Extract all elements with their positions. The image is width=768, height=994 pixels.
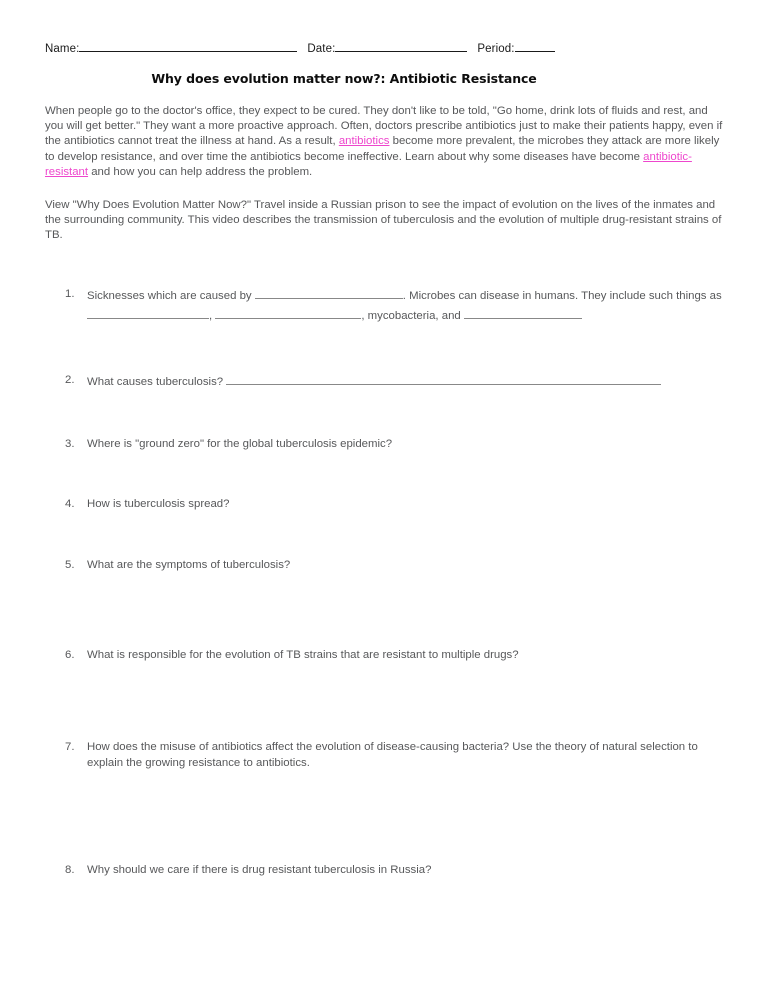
question-item-7 xyxy=(45,739,723,771)
date-label: Date: xyxy=(307,43,336,55)
antibiotics-link[interactable]: antibiotics xyxy=(338,135,390,148)
question-1-segment-2: . Microbes can disease in humans. They include such things as xyxy=(402,289,722,302)
question-number: 6. xyxy=(65,648,75,661)
question-item-6 xyxy=(45,647,723,663)
question-list xyxy=(45,286,723,878)
question-item-3 xyxy=(45,436,723,452)
question-text: What are the symptoms of tuberculosis? xyxy=(87,558,291,571)
answer-blank[interactable] xyxy=(215,306,361,319)
period-label: Period: xyxy=(477,43,515,55)
question-1-continuation xyxy=(87,306,723,324)
answer-blank[interactable] xyxy=(464,306,582,319)
question-1-segment-4: , mycobacteria, and xyxy=(361,309,464,322)
question-number: 4. xyxy=(65,497,75,510)
question-2-label: What causes tuberculosis? xyxy=(87,375,227,388)
question-text: What is responsible for the evolution of TB strains that are resistant to multiple drugs? xyxy=(87,648,519,661)
page-title: Why does evolution matter now?: Antibiotic Resistance xyxy=(151,71,537,86)
question-number: 1. xyxy=(65,287,75,300)
document-content xyxy=(45,40,723,878)
question-number: 3. xyxy=(65,437,75,450)
question-text xyxy=(87,286,723,304)
question-item-2 xyxy=(45,372,723,390)
question-1-segment-1: Sicknesses which are caused by xyxy=(87,289,255,302)
question-item-5 xyxy=(45,557,723,573)
question-text: Why should we care if there is drug resistant tuberculosis in Russia? xyxy=(87,863,432,876)
intro-paragraph-2: View "Why Does Evolution Matter Now?" Travel inside a Russian prison to see the impact of evolution on the lives of the inmates and the surrounding community. This video describes the transmission of tuberculosis and the evolution of multiple drug-resistant strains of TB. xyxy=(45,199,722,242)
period-blank[interactable] xyxy=(515,40,555,52)
intro-text-segment-2: become more prevalent, the microbes they attack are more likely to develop resistance, and over time the antibiotics become ineffective. Learn about why some diseases have become xyxy=(45,135,720,163)
question-item-4 xyxy=(45,496,723,512)
question-text: How does the misuse of antibiotics affect the evolution of disease-causing bacteria? Use the theory of natural selection to explain the growing resistance to antibiotics. xyxy=(87,740,698,769)
answer-blank[interactable] xyxy=(87,306,209,319)
answer-blank[interactable] xyxy=(255,286,403,299)
date-blank[interactable] xyxy=(335,40,467,52)
question-number: 7. xyxy=(65,740,75,753)
student-info-line xyxy=(45,40,723,57)
intro-text-segment-1: When people go to the doctor's office, they expect to be cured. They don't like to be told, "Go home, drink lots of fluids and rest, and you will get better." They want a more proactive approach. Often, doctors prescribe antibiotics just to make their patients happy, even if the antibiotics cannot treat the illness at hand. As a result, xyxy=(45,105,723,148)
question-item-1 xyxy=(45,286,723,324)
question-text: Where is "ground zero" for the global tuberculosis epidemic? xyxy=(87,437,393,450)
antibiotic-resistant-link[interactable]: antibiotic-resistant xyxy=(45,150,692,178)
question-number: 5. xyxy=(65,558,75,571)
answer-blank[interactable] xyxy=(226,372,661,385)
intro-paragraph-1 xyxy=(45,104,723,180)
question-text: How is tuberculosis spread? xyxy=(87,497,230,510)
intro-text-segment-3: and how you can help address the problem. xyxy=(88,165,313,178)
question-1-segment-3: , xyxy=(209,309,216,322)
question-number: 8. xyxy=(65,863,75,876)
question-item-8 xyxy=(45,862,723,878)
question-number: 2. xyxy=(65,373,75,386)
question-text xyxy=(87,372,723,390)
name-blank[interactable] xyxy=(79,40,297,52)
name-label: Name: xyxy=(45,43,80,55)
